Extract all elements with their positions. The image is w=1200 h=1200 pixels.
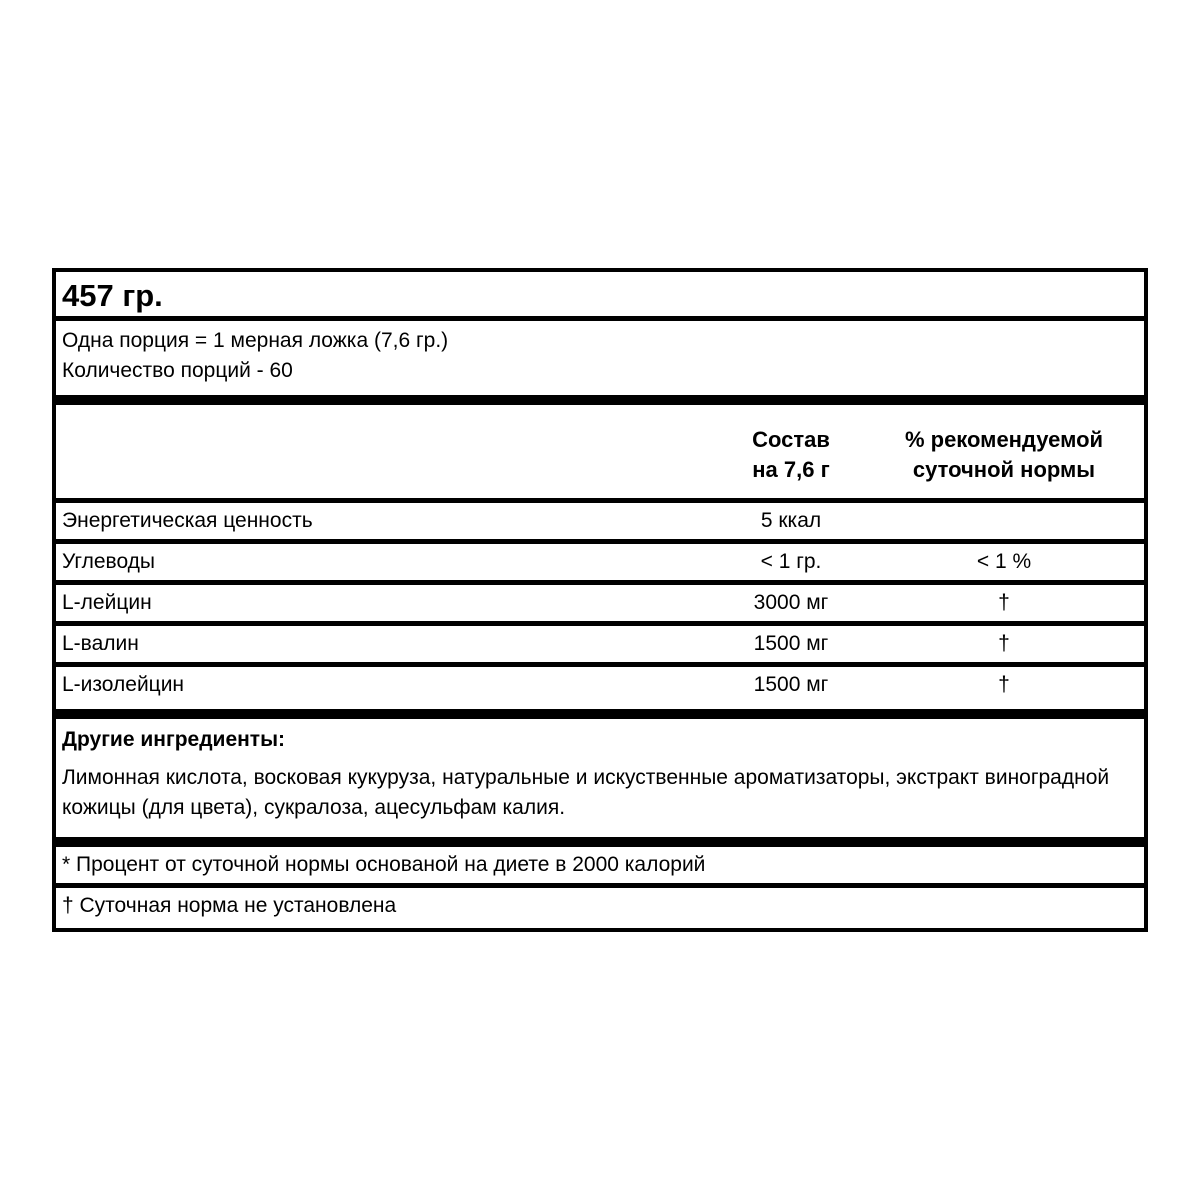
serving-size-text: Одна порция = 1 мерная ложка (7,6 гр.) xyxy=(62,329,449,352)
nutrient-amount: < 1 гр. xyxy=(760,550,822,573)
dv-header-line1: % рекомендуемой xyxy=(904,427,1104,452)
nutrient-name: L-валин xyxy=(62,632,139,655)
serving-info-row xyxy=(56,321,1144,395)
footnote-not-established: † Суточная норма не установлена xyxy=(62,894,397,917)
nutrient-amount: 1500 мг xyxy=(753,632,829,655)
table-header-row xyxy=(56,405,1144,498)
nutrient-name: L-изолейцин xyxy=(62,673,185,696)
footnote-daily-value: * Процент от суточной нормы основаной на диете в 2000 калорий xyxy=(62,853,706,876)
other-ingredients-text: Лимонная кислота, восковая кукуруза, натуральные и искуственные ароматизаторы, экстракт виноградной кожицы (для цвета), сукралоза, ацесульфам калия. xyxy=(62,766,1110,819)
net-weight-row xyxy=(56,272,1144,316)
daily-value-column-header xyxy=(884,425,1124,485)
nutrient-row xyxy=(56,626,1144,662)
nutrient-amount: 3000 мг xyxy=(753,591,829,614)
nutrient-amount: 1500 мг xyxy=(753,673,829,696)
net-weight-title: 457 гр. xyxy=(62,278,163,313)
nutrient-daily-value: † xyxy=(998,632,1010,655)
divider-heavy xyxy=(56,395,1144,405)
divider-heavy xyxy=(56,709,1144,719)
servings-count-text: Количество порций - 60 xyxy=(62,359,293,382)
nutrient-row xyxy=(56,544,1144,580)
other-ingredients-section xyxy=(56,719,1144,837)
nutrient-row xyxy=(56,503,1144,539)
nutrient-daily-value: < 1 % xyxy=(976,550,1032,573)
amount-header-line1: Состав xyxy=(752,427,830,452)
footnote-daily-value-row xyxy=(56,847,1144,883)
supplement-facts-panel xyxy=(52,268,1148,932)
amount-header-line2: на 7,6 г xyxy=(752,457,830,482)
dv-header-line2: суточной нормы xyxy=(912,457,1096,482)
nutrient-daily-value: † xyxy=(998,673,1010,696)
nutrient-row xyxy=(56,667,1144,703)
nutrient-amount: 5 ккал xyxy=(760,509,822,532)
other-ingredients-title: Другие ингредиенты: xyxy=(62,728,286,751)
nutrient-name: Углеводы xyxy=(62,550,156,573)
divider-heavy xyxy=(56,837,1144,847)
nutrient-row xyxy=(56,585,1144,621)
nutrient-name: L-лейцин xyxy=(62,591,152,614)
footnote-not-established-row xyxy=(56,888,1144,924)
nutrient-name: Энергетическая ценность xyxy=(62,509,313,532)
nutrient-daily-value: † xyxy=(998,591,1010,614)
amount-column-header xyxy=(716,425,866,485)
